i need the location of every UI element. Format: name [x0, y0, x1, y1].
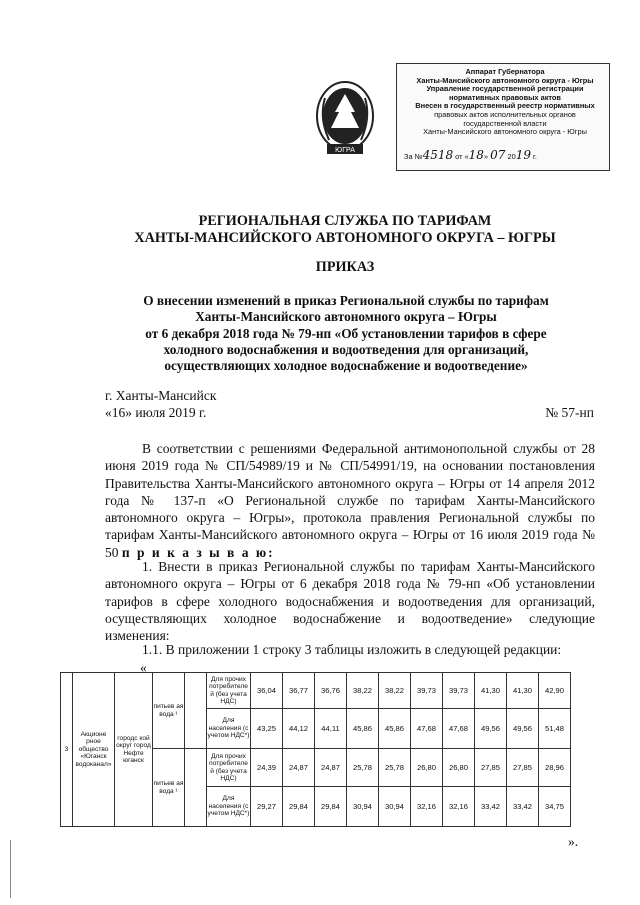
subject-line: от 6 декабря 2018 года № 79-нп «Об установлении тарифов в сфере	[145, 325, 547, 341]
tariff-value: 24,87	[283, 749, 315, 787]
coat-of-arms-emblem	[311, 78, 379, 160]
tariff-value: 36,76	[315, 673, 347, 709]
city: г. Ханты-Мансийск	[105, 388, 217, 403]
tariff-value: 51,48	[539, 709, 571, 749]
stamp-line: нормативных правовых актов	[449, 92, 561, 102]
quote-close: ».	[568, 834, 579, 849]
tariff-value: 44,11	[315, 709, 347, 749]
subject-line: холодного водоснабжения и водоотведения для организаций,	[163, 341, 529, 357]
service-cell: питьев ая вода ¹	[153, 673, 185, 749]
tariff-value: 29,84	[315, 787, 347, 827]
tariff-value: 38,22	[347, 673, 379, 709]
tariff-value: 26,80	[443, 749, 475, 787]
tariff-value: 34,75	[539, 787, 571, 827]
stamp-line: Ханты-Мансийского автономного округа - Югры	[416, 75, 594, 85]
document-subject	[96, 293, 596, 374]
paragraph-item-1: 1. Внести в приказ Региональной службы по тарифам Ханты-Мансийского автономного округа – Югры от 6 декабря 2018 года № 79-нп «Об установлении тарифов в сфере холодного водоснабжения и водоотведения для организаций, осуществляющих холодное водоснабжение и водоотведение» следующие изменения:	[105, 559, 595, 644]
scan-edge-line	[10, 840, 11, 898]
stamp-line: Аппарат Губернатора	[465, 67, 545, 76]
stamp-line: Управление государственной регистрации	[426, 84, 584, 94]
tariff-value: 33,42	[475, 787, 507, 827]
document-type: ПРИКАЗ	[315, 259, 375, 275]
reg-year: 19	[515, 148, 531, 162]
tariff-value: 30,94	[347, 787, 379, 827]
org-line-1: РЕГИОНАЛЬНАЯ СЛУЖБА ПО ТАРИФАМ	[198, 213, 492, 229]
paragraph-basis	[105, 440, 595, 561]
tariff-value: 41,30	[475, 673, 507, 709]
tariff-value: 47,68	[443, 709, 475, 749]
tariff-value: 47,68	[411, 709, 443, 749]
tariff-value: 45,86	[379, 709, 411, 749]
tariff-value: 36,77	[283, 673, 315, 709]
stamp-registration-line: За №4518 от «18» 07 2019 г.	[404, 148, 537, 162]
tariff-table	[60, 672, 571, 827]
svg-text:ЮГРА: ЮГРА	[335, 147, 355, 154]
stamp-line: Ханты-Мансийского автономного округа - Югры	[423, 127, 587, 137]
tariff-value: 43,25	[251, 709, 283, 749]
consumer-cell: Для населения (с учетом НДС*)	[207, 787, 251, 827]
subject-line: Ханты-Мансийского автономного округа – Югры	[195, 309, 497, 325]
tariff-value: 32,16	[411, 787, 443, 827]
territory-cell: городс кой округ город Нефте юганск	[115, 673, 153, 827]
tariff-value: 36,04	[251, 673, 283, 709]
tariff-value: 39,73	[443, 673, 475, 709]
stamp-line: правовых актов исполнительных органов	[434, 109, 576, 119]
empty-cell	[185, 749, 207, 827]
reg-from: от «	[455, 152, 469, 161]
tariff-value: 42,90	[539, 673, 571, 709]
registration-stamp-text	[404, 68, 606, 137]
tariff-value: 25,78	[379, 749, 411, 787]
tariff-value: 45,86	[347, 709, 379, 749]
tariff-value: 33,42	[507, 787, 539, 827]
reg-suffix: г.	[533, 152, 537, 161]
row-number: 3	[61, 673, 73, 827]
tariff-value: 24,87	[315, 749, 347, 787]
paragraph-item-1-1: 1.1. В приложении 1 строку 3 таблицы изложить в следующей редакции:	[142, 642, 562, 657]
consumer-cell: Для населения (с учетом НДС*)	[207, 709, 251, 749]
consumer-cell: Для прочих потребителе й (без учета НДС)	[207, 749, 251, 787]
tariff-value: 44,12	[283, 709, 315, 749]
stamp-line: государственной власти	[463, 118, 547, 128]
tariff-value: 30,94	[379, 787, 411, 827]
tariff-value: 38,22	[379, 673, 411, 709]
quote-open: «	[140, 660, 147, 675]
tariff-value: 24,39	[251, 749, 283, 787]
basis-text: В соответствии с решениями Федеральной антимонопольной службы от 28 июня 2019 года № СП/54989/19 и № СП/54991/19, на основании постановления Правительства Ханты-Мансийского автономного округа – Югры от 14 апреля 2012 года № 137-п «О Региональной службе по тарифам Ханты-Мансийского автономного округа – Югры», протокола правления Региональной службы по тарифам Ханты-Мансийского автономного округа – Югры от 16 июля 2019 года № 50	[105, 441, 595, 560]
tariff-value: 27,85	[475, 749, 507, 787]
tariff-value: 27,85	[507, 749, 539, 787]
reg-prefix: За №	[404, 152, 423, 161]
tariff-value: 29,27	[251, 787, 283, 827]
company-cell: Акционе рное общество «Юганск водоканал»	[73, 673, 115, 827]
stamp-line: Внесен в государственный реестр нормативных	[415, 101, 595, 111]
document-date: «16» июля 2019 г.	[105, 405, 207, 420]
reg-year-prefix: 20	[507, 152, 516, 161]
order-word: п р и к а з ы в а ю:	[121, 544, 275, 560]
service-cell: питьев ая вода ¹	[153, 749, 185, 827]
tariff-value: 26,80	[411, 749, 443, 787]
empty-cell	[185, 673, 207, 749]
subject-line: осуществляющих холодное водоснабжение и водоотведение»	[164, 358, 528, 374]
consumer-cell: Для прочих потребителе й (без учета НДС)	[207, 673, 251, 709]
org-line-2: ХАНТЫ-МАНСИЙСКОГО АВТОНОМНОГО ОКРУГА – ЮГРЫ	[134, 230, 556, 246]
tariff-value: 32,16	[443, 787, 475, 827]
tariff-value: 41,30	[507, 673, 539, 709]
subject-line: О внесении изменений в приказ Региональной службы по тарифам	[143, 293, 549, 308]
reg-number: 4518	[422, 148, 454, 162]
table-row	[61, 673, 571, 709]
tariff-value: 39,73	[411, 673, 443, 709]
reg-day: 18	[468, 148, 484, 162]
tariff-value: 28,96	[539, 749, 571, 787]
tariff-value: 49,56	[475, 709, 507, 749]
document-number: № 57-нп	[545, 405, 594, 420]
tariff-value: 25,78	[347, 749, 379, 787]
reg-month: 07	[490, 148, 506, 162]
organization-header	[90, 213, 600, 247]
tariff-value: 49,56	[507, 709, 539, 749]
tariff-value: 29,84	[283, 787, 315, 827]
